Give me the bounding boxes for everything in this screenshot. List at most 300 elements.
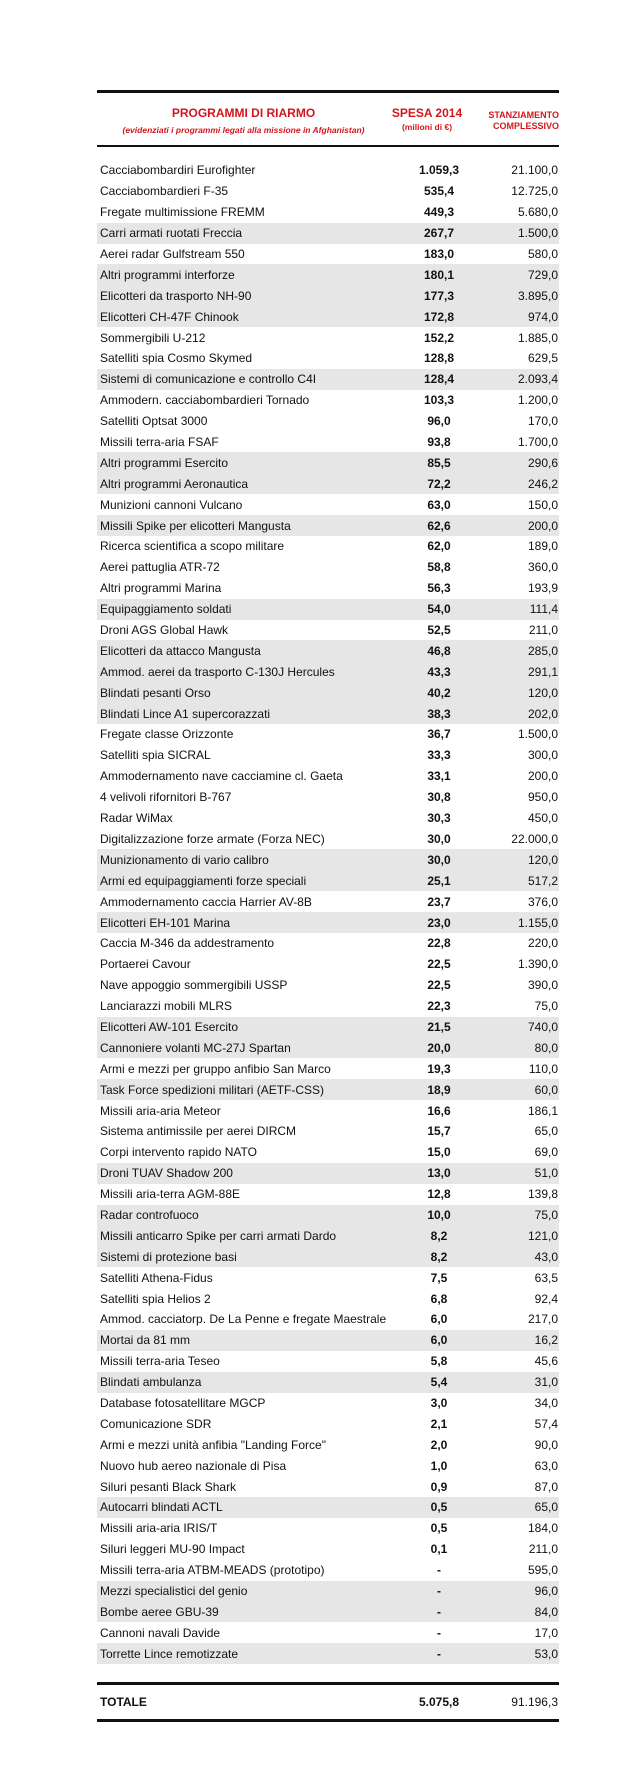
header-stanziamento [469, 110, 559, 132]
spesa-2014: 10,0 [427, 1207, 451, 1222]
program-name: Elicotteri EH-101 Marina [100, 915, 231, 930]
program-name: Droni AGS Global Hawk [100, 623, 229, 638]
stanziamento-complessivo: 2.093,4 [517, 372, 558, 387]
spesa-2014: 0,5 [430, 1500, 448, 1515]
armament-programs-table [97, 90, 559, 1722]
table-row [97, 1121, 559, 1142]
program-name: Sistemi di comunicazione e controllo C4I [100, 372, 317, 387]
header-rule [97, 145, 559, 147]
table-row [97, 1058, 559, 1079]
spesa-2014: 43,3 [427, 664, 451, 679]
stanziamento-complessivo: 950,0 [527, 790, 558, 805]
stanziamento-complessivo: 211,0 [528, 623, 558, 638]
spesa-2014: 18,9 [427, 1082, 451, 1097]
spesa-2014: 128,8 [423, 351, 455, 366]
stanziamento-complessivo: 31,0 [534, 1375, 558, 1390]
spesa-2014: 85,5 [427, 455, 451, 470]
table-row [97, 1581, 559, 1602]
table-row [97, 1393, 559, 1414]
spesa-2014: 3,0 [430, 1395, 448, 1410]
program-name: Missili aria-terra AGM-88E [100, 1187, 241, 1202]
table-row [97, 912, 559, 933]
stanziamento-complessivo: 285,0 [527, 643, 558, 658]
spesa-2014: 0,5 [430, 1521, 448, 1536]
table-row [97, 849, 559, 870]
spesa-2014: 183,0 [423, 247, 455, 261]
stanziamento-complessivo: 12.725,0 [511, 184, 558, 199]
table-row [97, 891, 559, 912]
spesa-2014: 22,5 [427, 978, 451, 993]
stanziamento-complessivo: 300,0 [527, 748, 558, 763]
spesa-2014: 22,5 [427, 957, 451, 972]
table-row [97, 1205, 559, 1226]
stanziamento-complessivo: 186,1 [527, 1103, 558, 1118]
spesa-2014: 52,5 [427, 623, 451, 638]
spesa-2014: 5,8 [430, 1354, 448, 1369]
program-name: Ammod. cacciatorp. De La Penne e fregate Maestrale [100, 1312, 387, 1327]
spesa-2014: 103,3 [423, 393, 455, 408]
header-title: PROGRAMMI DI RIARMO [171, 106, 316, 120]
spesa-2014: 30,0 [427, 831, 451, 846]
spesa-2014: - [437, 1584, 441, 1598]
stanziamento-complessivo: 170,0 [527, 414, 558, 429]
spesa-2014: 0,9 [430, 1479, 448, 1494]
table-row [97, 557, 559, 578]
program-name: Corpi intervento rapido NATO [100, 1145, 257, 1160]
program-name: Torrette Lince remotizzate [100, 1646, 239, 1661]
spesa-2014: 23,0 [427, 915, 451, 930]
spesa-2014: 30,3 [427, 811, 451, 826]
table-row [97, 682, 559, 703]
spesa-2014: 6,0 [430, 1312, 448, 1327]
program-name: Bombe aeree GBU-39 [100, 1604, 219, 1619]
program-name: 4 velivoli rifornitori B-767 [100, 790, 232, 805]
program-name: Cannoniere volanti MC-27J Spartan [100, 1040, 291, 1055]
program-name: Blindati pesanti Orso [100, 685, 211, 700]
spesa-2014: 93,8 [427, 435, 451, 450]
spesa-2014: 535,4 [423, 184, 455, 199]
program-name: Fregate multimissione FREMM [100, 205, 265, 220]
table-row [97, 1100, 559, 1121]
table-row [97, 452, 559, 473]
table-row [97, 1309, 559, 1330]
stanziamento-complessivo: 57,4 [534, 1416, 558, 1431]
stanziamento-complessivo: 390,0 [527, 978, 558, 993]
spesa-2014: 20,0 [427, 1040, 451, 1055]
table-row [97, 724, 559, 745]
stanziamento-complessivo: 17,0 [534, 1625, 558, 1640]
stanziamento-complessivo: 139,8 [527, 1187, 558, 1202]
table-row [97, 1518, 559, 1539]
stanziamento-complessivo: 111,4 [529, 602, 558, 617]
stanziamento-complessivo: 120,0 [527, 852, 558, 867]
program-name: Elicotteri da attacco Mangusta [100, 643, 261, 658]
program-name: Carri armati ruotati Freccia [100, 226, 243, 241]
stanziamento-complessivo: 75,0 [534, 999, 558, 1014]
table-row [97, 787, 559, 808]
stanziamento-complessivo: 51,0 [534, 1166, 558, 1181]
stanziamento-complessivo: 60,0 [534, 1082, 558, 1097]
program-name: Siluri pesanti Black Shark [100, 1479, 237, 1494]
total-spesa: 5.075,8 [418, 1695, 460, 1710]
spesa-2014: - [437, 1646, 441, 1661]
spesa-2014: - [437, 1563, 441, 1578]
spesa-2014: 180,1 [423, 267, 455, 282]
table-row [97, 536, 559, 557]
stanziamento-complessivo: 202,0 [527, 706, 558, 721]
stanziamento-complessivo: 84,0 [534, 1604, 558, 1619]
table-row [97, 181, 559, 202]
stanziamento-complessivo: 21.100,0 [511, 163, 558, 178]
stanziamento-complessivo: 5.680,0 [517, 205, 558, 220]
program-name: Elicotteri da trasporto NH-90 [100, 288, 252, 303]
stanziamento-complessivo: 87,0 [534, 1479, 558, 1494]
stanziamento-complessivo: 450,0 [527, 811, 558, 826]
program-name: Elicotteri CH-47F Chinook [100, 309, 239, 324]
table-row [97, 975, 559, 996]
stanziamento-complessivo: 740,0 [527, 1019, 558, 1034]
table-row [97, 390, 559, 411]
program-name: Armi ed equipaggiamenti forze speciali [100, 873, 307, 888]
program-name: Nuovo hub aereo nazionale di Pisa [100, 1458, 287, 1473]
program-name: Ammod. aerei da trasporto C-130J Hercules [100, 664, 335, 679]
program-name: Blindati ambulanza [100, 1375, 202, 1390]
table-row [97, 1184, 559, 1205]
stanziamento-complessivo: 217,0 [527, 1312, 558, 1327]
stanziamento-complessivo: 65,0 [534, 1500, 558, 1515]
spesa-2014: 33,3 [427, 748, 451, 763]
spesa-2014: 0,1 [430, 1542, 448, 1557]
program-name: Armi e mezzi per gruppo anfibio San Marco [100, 1061, 331, 1076]
program-name: Database fotosatellitare MGCP [100, 1395, 266, 1410]
spesa-2014: 62,0 [427, 539, 451, 554]
stanziamento-complessivo: 92,4 [534, 1291, 558, 1306]
program-name: Aerei radar Gulfstream 550 [100, 247, 245, 261]
stanziamento-complessivo: 16,2 [534, 1333, 558, 1348]
table-row [97, 640, 559, 661]
table-row [97, 306, 559, 327]
spesa-2014: 15,0 [427, 1145, 451, 1160]
spesa-2014: 12,8 [427, 1187, 451, 1202]
stanziamento-complessivo: 45,6 [534, 1354, 558, 1369]
program-name: Radar controfuoco [100, 1207, 199, 1222]
spesa-2014: 1.059,3 [418, 163, 460, 178]
program-name: Equipaggiamento soldati [100, 602, 232, 617]
stanziamento-complessivo: 200,0 [527, 518, 558, 533]
table-row [97, 369, 559, 390]
spesa-2014: 22,8 [427, 936, 451, 951]
program-name: Mortai da 81 mm [100, 1333, 191, 1348]
total-row [97, 1685, 559, 1719]
table-row [97, 1643, 559, 1664]
program-name: Satelliti Athena-Fidus [100, 1270, 213, 1285]
table-row [97, 996, 559, 1017]
table-row [97, 1246, 559, 1267]
spesa-2014: 8,2 [430, 1228, 448, 1243]
stanziamento-complessivo: 290,6 [527, 455, 558, 470]
spesa-2014: 172,8 [423, 309, 455, 324]
program-name: Sistema antimissile per aerei DIRCM [100, 1124, 297, 1139]
stanziamento-complessivo: 121,0 [527, 1228, 558, 1243]
program-name: Missili terra-aria ATBM-MEADS (prototipo) [100, 1563, 325, 1578]
spesa-2014: 449,3 [423, 205, 455, 220]
table-row [97, 348, 559, 369]
program-name: Digitalizzazione forze armate (Forza NEC) [100, 831, 325, 846]
stanziamento-complessivo: 63,0 [534, 1458, 558, 1473]
spesa-2014: 38,3 [427, 706, 451, 721]
program-name: Ammodernamento caccia Harrier AV-8B [100, 894, 312, 909]
table-row [97, 223, 559, 244]
table-row [97, 829, 559, 850]
program-name: Missili aria-aria Meteor [100, 1103, 221, 1118]
table-row [97, 1455, 559, 1476]
stanziamento-complessivo: 80,0 [534, 1040, 558, 1055]
program-name: Elicotteri AW-101 Esercito [100, 1019, 239, 1034]
table-row [97, 1163, 559, 1184]
stanziamento-complessivo: 1.390,0 [517, 957, 558, 972]
stanziamento-complessivo: 246,2 [527, 476, 558, 491]
program-name: Missili aria-aria IRIS/T [100, 1521, 218, 1536]
stanziamento-complessivo: 189,0 [527, 539, 558, 554]
program-name: Altri programmi interforze [100, 267, 235, 282]
stanziamento-complessivo: 376,0 [527, 894, 558, 909]
stanziamento-complessivo: 184,0 [527, 1521, 558, 1536]
program-name: Mezzi specialistici del genio [100, 1584, 248, 1598]
table-row [97, 578, 559, 599]
stanziamento-complessivo: 200,0 [527, 769, 558, 784]
table-row [97, 432, 559, 453]
header-subtitle: (evidenziati i programmi legati alla missione in Afghanistan) [122, 125, 365, 135]
program-name: Munizioni cannoni Vulcano [100, 497, 243, 512]
spesa-2014: 2,0 [430, 1437, 448, 1452]
stanziamento-complessivo: 1.155,0 [517, 915, 558, 930]
table-row [97, 264, 559, 285]
spesa-2014: 56,3 [427, 581, 451, 596]
spesa-2014: 33,1 [427, 769, 451, 784]
stanziamento-complessivo: 1.700,0 [517, 435, 558, 450]
program-name: Cannoni navali Davide [100, 1625, 221, 1640]
stanziamento-complessivo: 517,2 [527, 873, 558, 888]
stanziamento-complessivo: 220,0 [527, 936, 558, 951]
spesa-2014: 7,5 [430, 1270, 448, 1285]
program-name: Altri programmi Marina [100, 581, 222, 596]
spesa-2014: 267,7 [423, 226, 455, 241]
stanziamento-complessivo: 629,5 [527, 351, 558, 366]
stanziamento-complessivo: 53,0 [534, 1646, 558, 1661]
table-row [97, 285, 559, 306]
spesa-2014: 21,5 [427, 1019, 451, 1034]
program-name: Siluri leggeri MU-90 Impact [100, 1542, 245, 1557]
spesa-2014: 6,8 [430, 1291, 448, 1306]
spesa-2014: 6,0 [430, 1333, 448, 1348]
stanziamento-complessivo: 595,0 [527, 1563, 558, 1578]
program-name: Missili anticarro Spike per carri armati Dardo [100, 1228, 337, 1243]
spesa-2014: 62,6 [427, 518, 451, 533]
program-name: Portaerei Cavour [100, 957, 191, 972]
program-name: Nave appoggio sommergibili USSP [100, 978, 288, 993]
table-row [97, 933, 559, 954]
table-row [97, 954, 559, 975]
stanziamento-complessivo: 3.895,0 [517, 288, 558, 303]
program-name: Missili terra-aria FSAF [100, 435, 219, 450]
table-row [97, 1560, 559, 1581]
table-row [97, 745, 559, 766]
table-row [97, 620, 559, 641]
program-name: Autocarri blindati ACTL [100, 1500, 223, 1515]
table-row [97, 1351, 559, 1372]
spesa-2014: 23,7 [427, 894, 451, 909]
spesa-2014: 25,1 [427, 873, 451, 888]
program-name: Radar WiMax [100, 811, 173, 826]
stanziamento-complessivo: 75,0 [534, 1207, 558, 1222]
stanziamento-complessivo: 96,0 [534, 1584, 558, 1598]
stanziamento-complessivo: 1.200,0 [517, 393, 558, 408]
spesa-2014: - [437, 1625, 441, 1640]
table-header [97, 93, 559, 145]
program-name: Caccia M-346 da addestramento [100, 936, 275, 951]
table-row [97, 1079, 559, 1100]
spesa-2014: 36,7 [427, 727, 451, 742]
table-row [97, 661, 559, 682]
program-name: Fregate classe Orizzonte [100, 727, 234, 742]
stanziamento-complessivo: 729,0 [527, 267, 558, 282]
stanziamento-complessivo: 1.500,0 [517, 727, 558, 742]
table-row [97, 599, 559, 620]
spesa-2014: 16,6 [427, 1103, 451, 1118]
stanziamento-complessivo: 69,0 [534, 1145, 558, 1160]
spesa-2014: 40,2 [427, 685, 451, 700]
table-row [97, 494, 559, 515]
program-name: Blindati Lince A1 supercorazzati [100, 706, 271, 721]
table-row [97, 327, 559, 348]
program-name: Cacciabombardiri Eurofighter [100, 163, 256, 178]
program-name: Comunicazione SDR [100, 1416, 212, 1431]
spesa-2014: 58,8 [427, 560, 451, 575]
spesa-2014: 5,4 [430, 1375, 448, 1390]
table-body [97, 160, 559, 1664]
table-row [97, 808, 559, 829]
table-row [97, 1330, 559, 1351]
table-row [97, 1225, 559, 1246]
stanziamento-complessivo: 110,0 [528, 1061, 558, 1076]
spesa-2014: 22,3 [427, 999, 451, 1014]
spesa-2014: 46,8 [427, 643, 451, 658]
stanziamento-complessivo: 150,0 [527, 497, 558, 512]
spesa-2014: 152,2 [423, 330, 455, 345]
stanziamento-complessivo: 43,0 [534, 1249, 558, 1264]
stanziamento-complessivo: 65,0 [534, 1124, 558, 1139]
stanziamento-complessivo: 1.885,0 [517, 330, 558, 345]
program-name: Satelliti Optsat 3000 [100, 414, 208, 429]
program-name: Satelliti spia Cosmo Skymed [100, 351, 253, 366]
spesa-2014: 30,8 [427, 790, 451, 805]
program-name: Altri programmi Esercito [100, 455, 229, 470]
spesa-2014: 19,3 [427, 1061, 451, 1076]
program-name: Ammodern. cacciabombardieri Tornado [100, 393, 310, 408]
program-name: Altri programmi Aeronautica [100, 476, 249, 491]
table-row [97, 1372, 559, 1393]
table-row [97, 160, 559, 181]
header-spesa-unit: (milioni di €) [401, 122, 453, 132]
program-name: Armi e mezzi unità anfibia "Landing Force" [100, 1437, 326, 1452]
program-name: Satelliti spia SICRAL [100, 748, 211, 763]
spesa-2014: 1,0 [430, 1458, 448, 1473]
table-row [97, 515, 559, 536]
program-name: Lanciarazzi mobili MLRS [100, 999, 233, 1014]
table-row [97, 766, 559, 787]
table-row [97, 703, 559, 724]
table-row [97, 1413, 559, 1434]
spesa-2014: 72,2 [427, 476, 451, 491]
stanziamento-complessivo: 34,0 [534, 1395, 558, 1410]
table-row [97, 1539, 559, 1560]
header-spesa: SPESA 2014 [391, 106, 463, 120]
total-rule-bottom [97, 1719, 559, 1722]
program-name: Missili terra-aria Teseo [100, 1354, 220, 1369]
program-name: Cacciabombardieri F-35 [100, 184, 229, 199]
spesa-2014: - [437, 1604, 441, 1619]
spesa-2014: 63,0 [427, 497, 451, 512]
stanziamento-complessivo: 360,0 [527, 560, 558, 575]
table-row [97, 870, 559, 891]
table-row [97, 411, 559, 432]
program-name: Task Force spedizioni militari (AETF-CSS) [100, 1082, 325, 1097]
spesa-2014: 8,2 [430, 1249, 448, 1264]
program-name: Ricerca scientifica a scopo militare [100, 539, 285, 554]
table-row [97, 1288, 559, 1309]
stanziamento-complessivo: 22.000,0 [511, 831, 558, 846]
total-stanziamento: 91.196,3 [511, 1695, 558, 1710]
spesa-2014: 2,1 [430, 1416, 448, 1431]
program-name: Droni TUAV Shadow 200 [100, 1166, 233, 1181]
program-name: Munizionamento di vario calibro [100, 852, 269, 867]
spesa-2014: 13,0 [427, 1166, 451, 1181]
program-name: Satelliti spia Helios 2 [100, 1291, 211, 1306]
spesa-2014: 128,4 [423, 372, 455, 387]
table-row [97, 473, 559, 494]
table-row [97, 1142, 559, 1163]
stanziamento-complessivo: 63,5 [534, 1270, 558, 1285]
table-row [97, 1267, 559, 1288]
program-name: Missili Spike per elicotteri Mangusta [100, 518, 291, 533]
program-name: Sommergibili U-212 [100, 330, 206, 345]
table-row [97, 1476, 559, 1497]
header-stanz-line2: COMPLESSIVO [492, 121, 559, 131]
total-label: TOTALE [100, 1695, 147, 1710]
table-row [97, 1434, 559, 1455]
table-row [97, 1497, 559, 1518]
spesa-2014: 177,3 [423, 288, 455, 303]
table-row [97, 1037, 559, 1058]
table-row [97, 202, 559, 223]
table-row [97, 1622, 559, 1643]
stanziamento-complessivo: 1.500,0 [517, 226, 558, 241]
spesa-2014: 96,0 [427, 414, 451, 429]
table-row [97, 1601, 559, 1622]
spesa-2014: 15,7 [427, 1124, 451, 1139]
stanziamento-complessivo: 974,0 [527, 309, 558, 324]
stanziamento-complessivo: 193,9 [527, 581, 558, 596]
spesa-2014: 54,0 [427, 602, 451, 617]
program-name: Aerei pattuglia ATR-72 [100, 560, 220, 575]
program-name: Sistemi di protezione basi [100, 1249, 237, 1264]
stanziamento-complessivo: 580,0 [527, 247, 558, 261]
stanziamento-complessivo: 291,1 [527, 664, 558, 679]
stanziamento-complessivo: 120,0 [527, 685, 558, 700]
stanziamento-complessivo: 211,0 [528, 1542, 558, 1557]
header-stanz-line1: STANZIAMENTO [488, 110, 559, 120]
program-name: Ammodernamento nave cacciamine cl. Gaeta [100, 769, 343, 784]
